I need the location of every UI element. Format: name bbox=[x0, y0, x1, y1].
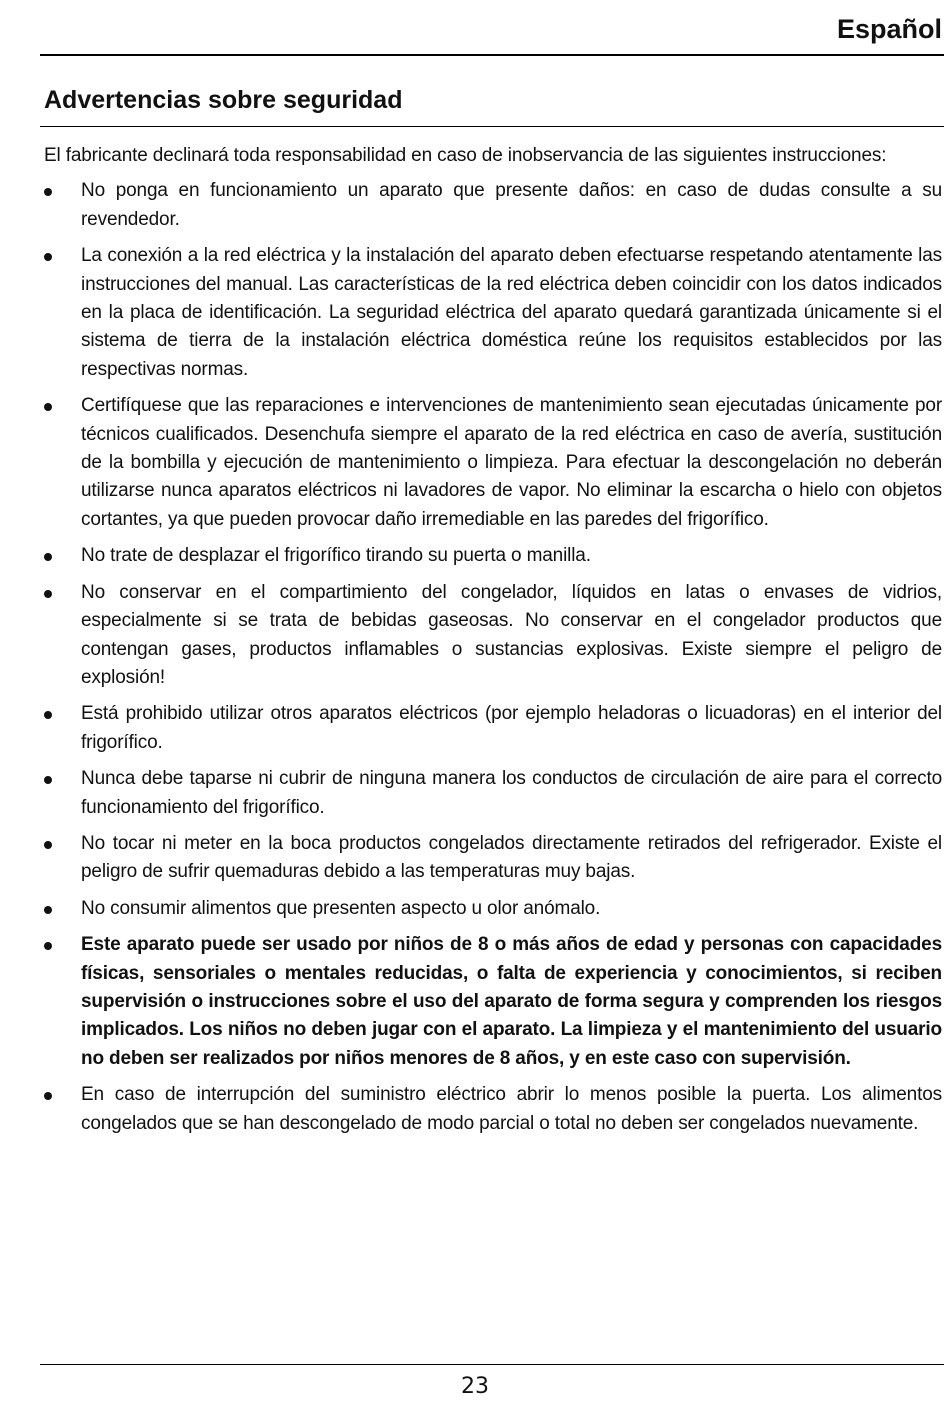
list-item bbox=[44, 242, 942, 384]
intro-paragraph: El fabricante declinará toda responsabilidad en caso de inobservancia de las siguientes instrucciones: bbox=[44, 145, 887, 166]
list-item-text: Este aparato puede ser usado por niños de 8 o más años de edad y personas con capacidades físicas, sensoriales o mentales reducidas, o falta de experiencia y conocimientos, si reciben supervisión o instrucciones sobre el uso del aparato de forma segura y comprenden los riesgos implicados. Los niños no deben jugar con el aparato. La limpieza y el mantenimiento del usuario no deben ser realizados por niños menores de 8 años, y en este caso con supervisión. bbox=[81, 934, 942, 1069]
list-item-text: No tocar ni meter en la boca productos congelados directamente retirados del refrigerador. Existe el peligro de sufrir quemaduras debido a las temperaturas muy bajas. bbox=[81, 832, 942, 883]
page-number: 23 bbox=[461, 1374, 489, 1399]
bullet-icon bbox=[44, 776, 52, 784]
list-item bbox=[44, 700, 942, 757]
list-item bbox=[44, 931, 942, 1073]
section-title: Advertencias sobre seguridad bbox=[44, 86, 403, 114]
bullet-icon bbox=[44, 942, 52, 950]
footer-rule bbox=[40, 1364, 944, 1365]
list-item-text: Está prohibido utilizar otros aparatos eléctricos (por ejemplo heladoras o licuadoras) en el interior del frigorífico. bbox=[81, 703, 942, 753]
list-item bbox=[44, 895, 942, 923]
list-item bbox=[44, 765, 942, 822]
bullet-icon bbox=[44, 711, 52, 719]
section-title-rule bbox=[40, 126, 944, 127]
header-rule bbox=[40, 54, 944, 56]
bullet-icon bbox=[44, 403, 52, 411]
list-item bbox=[44, 392, 942, 534]
list-item-text: Nunca debe taparse ni cubrir de ninguna manera los conductos de circulación de aire para el correcto funcionamiento del frigorífico. bbox=[81, 768, 942, 818]
list-item-text: No trate de desplazar el frigorífico tirando su puerta o manilla. bbox=[81, 545, 591, 567]
bullet-icon bbox=[44, 553, 52, 561]
list-item bbox=[44, 1081, 942, 1138]
safety-list bbox=[44, 177, 942, 1138]
language-label: Español bbox=[836, 14, 942, 44]
bullet-icon bbox=[44, 590, 52, 598]
list-item-text: La conexión a la red eléctrica y la instalación del aparato deben efectuarse respetando atentamente las instrucciones del manual. Las características de la red eléctrica deben coincidir con los datos indicados en la placa de identificación. La seguridad eléctrica del aparato quedará garantizada únicamente si el sistema de tierra de la instalación eléctrica doméstica reúne los requisitos establecidos por las respectivas normas. bbox=[81, 245, 942, 380]
list-item-text: No consumir alimentos que presenten aspecto u olor anómalo. bbox=[81, 897, 601, 919]
list-item-text: No conservar en el compartimiento del congelador, líquidos en latas o envases de vidrios, especialmente si se trata de bebidas gaseosas. No conservar en el congelador productos que contengan gases, productos inflamables o sustancias explosivas. Existe siempre el peligro de explosión! bbox=[81, 581, 942, 688]
bullet-icon bbox=[44, 841, 52, 849]
safety-content bbox=[44, 142, 942, 1146]
list-item bbox=[44, 177, 942, 234]
list-item-text: Certifíquese que las reparaciones e intervenciones de mantenimiento sean ejecutadas únicamente por técnicos cualificados. Desenchufa siempre el aparato de la red eléctrica en caso de avería, sustitución de la bombilla y ejecución de mantenimiento o limpieza. Para efectuar la descongelación no deberán utilizarse nunca aparatos eléctricos ni lavadores de vapor. No eliminar la escarcha o hielo con objetos cortantes, ya que pueden provocar daño irremediable en las paredes del frigorífico. bbox=[81, 395, 942, 530]
bullet-icon bbox=[44, 188, 52, 196]
list-item-text: No ponga en funcionamiento un aparato que presente daños: en caso de dudas consulte a su revendedor. bbox=[81, 180, 942, 230]
bullet-icon bbox=[44, 906, 52, 914]
bullet-icon bbox=[44, 1092, 52, 1100]
list-item-text: En caso de interrupción del suministro eléctrico abrir lo menos posible la puerta. Los alimentos congelados que se han descongelado de modo parcial o total no deben ser congelados nuevamente. bbox=[81, 1084, 942, 1134]
bullet-icon bbox=[44, 253, 52, 261]
list-item bbox=[44, 542, 942, 570]
list-item bbox=[44, 830, 942, 887]
list-item bbox=[44, 579, 942, 693]
